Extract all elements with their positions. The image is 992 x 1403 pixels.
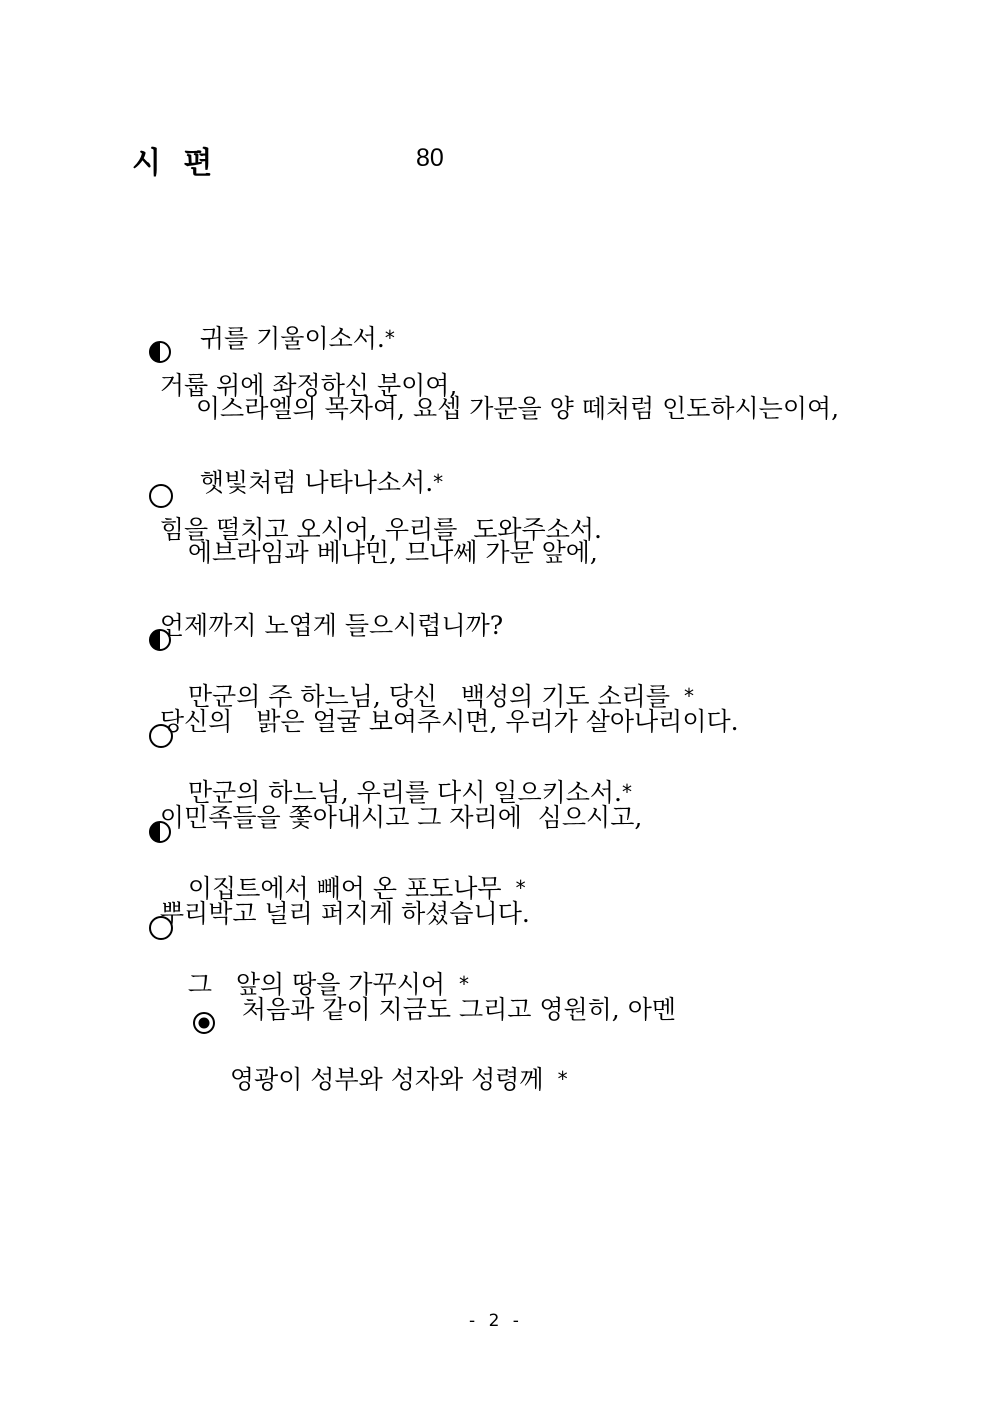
asterisk-mark: * (459, 972, 469, 996)
verse-line-6 (144, 482, 602, 544)
verse-line-12 (144, 770, 643, 832)
verse-text: 에브라임과 베냐민, 므나쎄 가문 앞에, (187, 538, 598, 567)
verse-text: 이민족들을 쫓아내시고 그 자리에 심으시고, (159, 803, 643, 832)
psalm-number: 80 (416, 144, 444, 172)
empty-circle-icon (148, 418, 176, 446)
verse-line-2 (184, 290, 395, 353)
verse-text: 그 앞의 땅을 가꾸시어 (187, 970, 445, 999)
verse-text: 뿌리박고 널리 퍼지게 하셨습니다. (159, 899, 530, 928)
verse-text: 힘을 떨치고 오시어, 우리를 도와주소서. (159, 515, 602, 544)
asterisk-mark: * (683, 684, 694, 708)
verse-text: 거룹 위에 좌정하신 분이여, (159, 371, 458, 400)
asterisk-mark: * (515, 876, 526, 900)
verse-text: 만군의 하느님, 우리를 다시 일으키소서. (187, 778, 622, 807)
verse-line-3 (144, 338, 458, 400)
verse-line-5 (184, 434, 444, 497)
verse-text: 귀를 기울이소서. (199, 324, 385, 353)
verse-text: 이집트에서 빼어 온 포도나무 (187, 874, 502, 903)
asterisk-mark: * (433, 470, 444, 494)
verse-line-8 (144, 578, 504, 640)
verse-text: 이스라엘의 목자여, 요셉 가문을 양 떼처럼 인도하시는이여, (195, 394, 840, 423)
verse-line-16 (226, 962, 676, 1024)
verse-text: 언제까지 노엽게 들으시렵니까? (159, 611, 504, 640)
verse-text: 처음과 같이 지금도 그리고 영원히, 아멘 (241, 995, 676, 1024)
asterisk-mark: * (557, 1067, 568, 1091)
verse-line-10 (144, 674, 739, 736)
page-number: - 2 - (469, 1311, 523, 1331)
verse-text: 만군의 주 하느님, 당신 백성의 기도 소리를 (187, 682, 670, 711)
bullseye-icon (192, 946, 218, 972)
verse-text: 영광이 성부와 성자와 성령께 (229, 1065, 544, 1094)
verse-text: 당신의 밝은 얼굴 보여주시면, 우리가 살아나리이다. (159, 707, 739, 736)
page-title: 시 편 (132, 146, 219, 181)
verse-text: 햇빛처럼 나타나소서. (199, 468, 434, 497)
half-circle-icon (148, 274, 176, 302)
verse-line-14 (144, 866, 530, 928)
page-header (132, 138, 532, 182)
asterisk-mark: * (384, 326, 395, 350)
asterisk-mark: * (622, 780, 632, 804)
